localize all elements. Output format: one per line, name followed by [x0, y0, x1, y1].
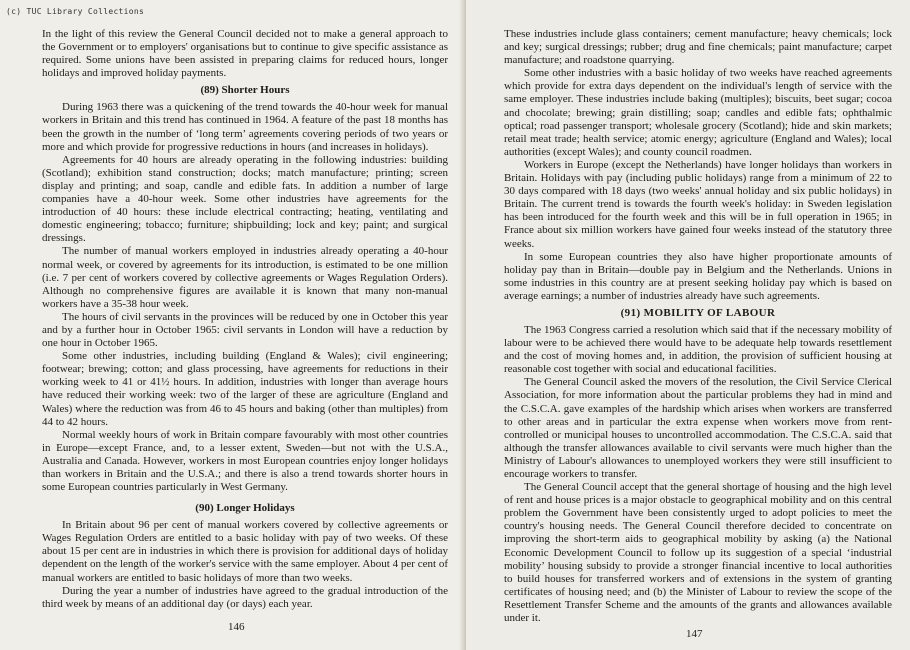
paragraph-91-1: The 1963 Congress carried a resolution which said that if the necessary mobility of labour were to be achieved there would have to be adequate help towards resettlement and the cost of moving homes and, in addition, the provision of sufficient housing at reasonable cost together with social and educational facilities.: [504, 323, 892, 376]
paragraph-89-2: Agreements for 40 hours are already operating in the following industries: building (Scotland); exhibition stand construction; docks; match manufacture; printing; screen display and printing; and soap, candle and edible fats. In addition a number of large companies have a 40-hour week. Some other industries have agreements for the introduction of 40 hours: these include electrical contracting; heating, ventilating and domestic engineering; tobacco; furniture; shipbuilding; lock and key; paint; and surgical dressings.: [42, 153, 448, 245]
paragraph-right-3: Workers in Europe (except the Netherlands) have longer holidays than workers in Britain. Holidays with pay (including public holidays) range from a minimum of 22 to 30 days compared with 18 days (two weeks' annual holiday and six public holidays) in Britain. The current trend is towards the fourth week's holiday: in Sweden legislation has been introduced for the fourth week and this will be in full operation in 1965; in France about six million workers have gained four weeks instead of the statutory three weeks.: [504, 158, 892, 250]
page-number-right: 147: [686, 628, 703, 640]
page-number-left: 146: [228, 621, 245, 633]
section-heading-89: (89) Shorter Hours: [200, 84, 290, 97]
paragraph-90-2: During the year a number of industries have agreed to the gradual introduction of the third week by means of an additional day (or days) each year.: [42, 584, 448, 610]
section-heading-91: (91) MOBILITY OF LABOUR: [620, 306, 776, 319]
paragraph-89-6: Normal weekly hours of work in Britain compare favourably with most other countries in Europe—except France, and, to a lesser extent, Sweden—but not with the U.S.A., Australia and Canada. However, workers in most European countries enjoy longer holidays than workers in Britain and the U.S.A.; and there is also a trend towards shorter hours in some European countries particularly in West Germany.: [42, 428, 448, 494]
collection-credit: (c) TUC Library Collections: [6, 7, 145, 16]
paragraph-90-1: In Britain about 96 per cent of manual workers covered by collective agreements or Wages Regulation Orders are entitled to a basic holiday with pay of two weeks. Of these about 15 per cent are in industries in which there is provision for additional days of holiday dependent on the length of the worker's service with the same employer. About 4 per cent of manual workers are entitled to basic holidays of more than two weeks.: [42, 519, 448, 584]
paragraph-91-3: The General Council accept that the general shortage of housing and the high level of rent and house prices is a major obstacle to geographical mobility and on this central problem the Government have been consistently urged to adopt policies to meet the country's housing needs. The General Council therefore decided to concentrate on improving the short-term aids to geographical mobility by asking (a) the National Economic Development Council to follow up its suggestion of a special ‘industrial mobility’ housing subsidy to provide a stronger financial incentive to local authorities to build houses for transferred workers and of extensions in the system of granting certificates of housing need; and (b) the Minister of Labour to review the scope of the Resettlement Transfer Scheme and the amounts of the grants and allowances available under it.: [504, 481, 892, 625]
paragraph-89-3: The number of manual workers employed in industries already operating a 40-hour normal week, or covered by agreements for its introduction, is estimated to be one million (i.e. 7 per cent of workers covered by collective agreements or Wages Regulation Orders). Although no comprehensive figures are available it is known that many non-manual workers have a 35-38 hour week.: [42, 245, 448, 310]
paragraph-intro: In the light of this review the General Council decided not to make a general approach to the Government or to employers' organisations but to continue to give specific assistance as required. Some unions have been assisted in preparing claims for reduced hours, longer holidays and improved holiday payments.: [42, 28, 448, 80]
section-heading-90: (90) Longer Holidays: [195, 502, 295, 515]
paragraph-continued: These industries include glass containers; cement manufacture; heavy chemicals; lock and key; surgical dressings; rubber; drug and fine chemicals; paint manufacture; carpet manufacture; and roadstone quarrying.: [504, 28, 892, 67]
right-page: [466, 0, 910, 650]
paragraph-right-4: In some European countries they also have higher proportionate amounts of holiday pay than in Britain—double pay in Belgium and the Netherlands. Unions in some industries in this country are at present seeking holiday pay which is based on average earnings; a number of industries already have such agreements.: [504, 250, 892, 302]
paragraph-89-1: During 1963 there was a quickening of the trend towards the 40-hour week for manual workers in Britain and this trend has continued in 1964. A feature of the past 18 months has been the growth in the number of ‘long term’ agreements covering periods of two years or more and which provide for progressive reductions in hours (and increases in holidays).: [42, 101, 448, 153]
paragraph-89-5: Some other industries, including building (England & Wales); civil engineering; footwear; brewing; cotton; and glass processing, have agreements for reductions in their working week to 41 or 41½ hours. In addition, industries with longer than average hours have reduced their working week: two of the larger of these are agriculture (England and Wales) where the reduction was from 46 to 45 hours and baking (other than multiples) from 44 to 42 hours.: [42, 350, 448, 428]
paragraph-right-2: Some other industries with a basic holiday of two weeks have reached agreements which provide for extra days dependent on the individual's length of service with the same employer. These industries include baking (multiples); biscuits, beet sugar; cocoa and chocolate; brewing; grain distilling; soap; candles and edible fats; ophthalmic optical; road passenger transport; wholesale grocery (Scotland); hide and skin markets; retail meat trade; health service; atomic energy; agriculture (England and Wales); local authorities (except Wales); and county council roadmen.: [504, 67, 892, 158]
paragraph-91-2: The General Council asked the movers of the resolution, the Civil Service Clerical Association, for more information about the particular problems they had in mind and the C.S.C.A. gave examples of the hardship which arises when workers are transferred to other areas and in particular the extra expense when workers move from rent-controlled or municipal houses to uncontrolled accommodation. The C.S.C.A. said that although the transfer allowances available to civil servants were much higher than the Ministry of Labour's allowances to unemployed workers they were still insufficient to encourage workers to transfer.: [504, 376, 892, 480]
paragraph-89-4: The hours of civil servants in the provinces will be reduced by one in October this year and by a further hour in October 1965: civil servants in London will have a reduction by one hour in October 1965.: [42, 310, 448, 350]
